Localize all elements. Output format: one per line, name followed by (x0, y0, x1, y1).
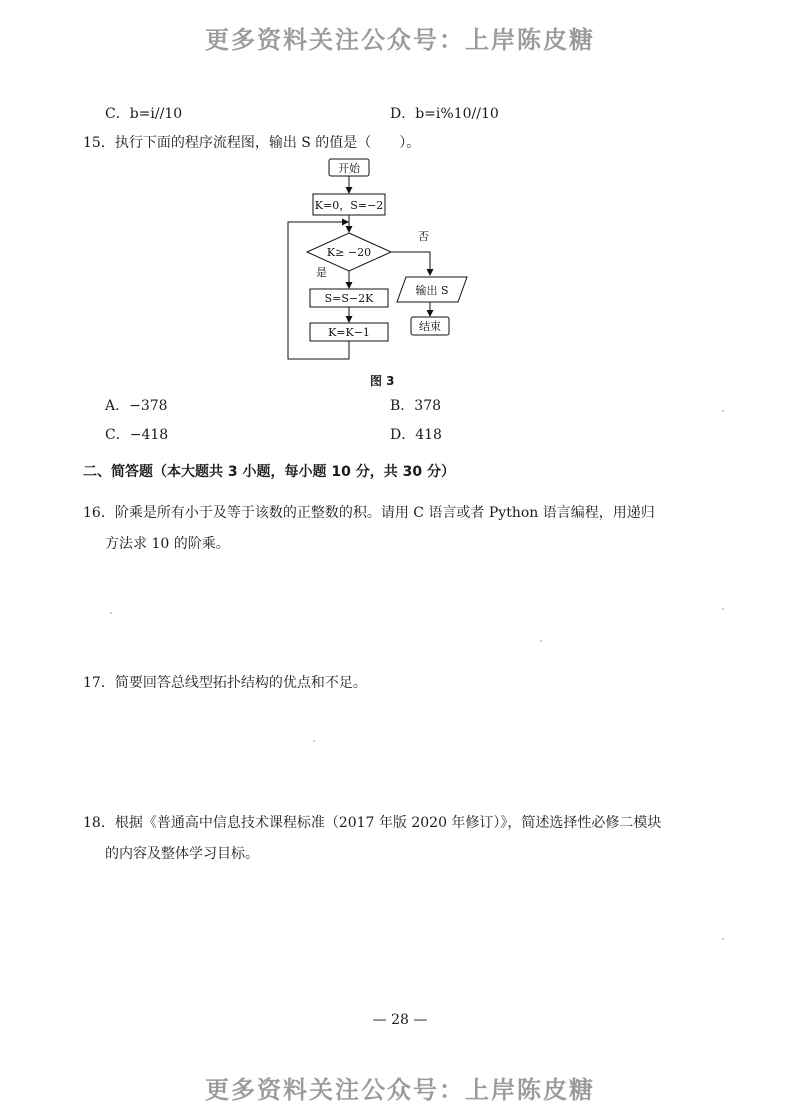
q14-option-c: C．b=i//10 (105, 106, 183, 122)
scan-speck (722, 938, 724, 940)
flow-step2-label: K=K−1 (328, 326, 370, 339)
flow-output-label: 输出 S (415, 284, 449, 297)
q14-option-d: D．b=i%10//10 (390, 106, 499, 122)
flow-step1-label: S=S−2K (324, 292, 374, 305)
scan-speck (722, 410, 724, 412)
scan-speck (313, 740, 315, 742)
section-heading: 二、简答题（本大题共 3 小题，每小题 10 分，共 30 分） (83, 464, 455, 480)
q15-option-a: A．−378 (105, 398, 168, 414)
q15-stem: 15．执行下面的程序流程图，输出 S 的值是（ ）。 (83, 135, 421, 151)
q15-option-b: B．378 (390, 398, 442, 414)
q15-option-c: C．−418 (105, 427, 169, 443)
scan-speck (110, 612, 112, 614)
q18-line1: 18．根据《普通高中信息技术课程标准（2017 年版 2020 年修订）》，简述选择性必修二模块 (83, 815, 662, 831)
flow-no-label: 否 (418, 230, 429, 243)
flowchart-diagram (0, 150, 800, 370)
watermark-top: 更多资料关注公众号：上岸陈皮糖 (205, 26, 595, 54)
flow-yes-label: 是 (316, 266, 327, 279)
scan-speck (540, 640, 542, 642)
figure-caption: 图 3 (370, 374, 395, 388)
q16-line1: 16．阶乘是所有小于及等于该数的正整数的积。请用 C 语言或者 Python 语言编程，用递归 (83, 505, 655, 521)
watermark-bottom: 更多资料关注公众号：上岸陈皮糖 (205, 1076, 595, 1104)
q18-line2: 的内容及整体学习目标。 (105, 846, 259, 862)
scan-speck (722, 608, 724, 610)
flow-end-label: 结束 (419, 320, 441, 333)
flow-start-label: 开始 (338, 162, 360, 175)
flow-condition-label: K≥ −20 (326, 246, 372, 259)
q16-line2: 方法求 10 的阶乘。 (105, 536, 230, 552)
flow-init-label: K=0，S=−2 (314, 199, 384, 212)
q15-option-d: D．418 (390, 427, 442, 443)
page-number: — 28 — (372, 1012, 428, 1028)
q17-line1: 17．简要回答总线型拓扑结构的优点和不足。 (83, 675, 367, 691)
